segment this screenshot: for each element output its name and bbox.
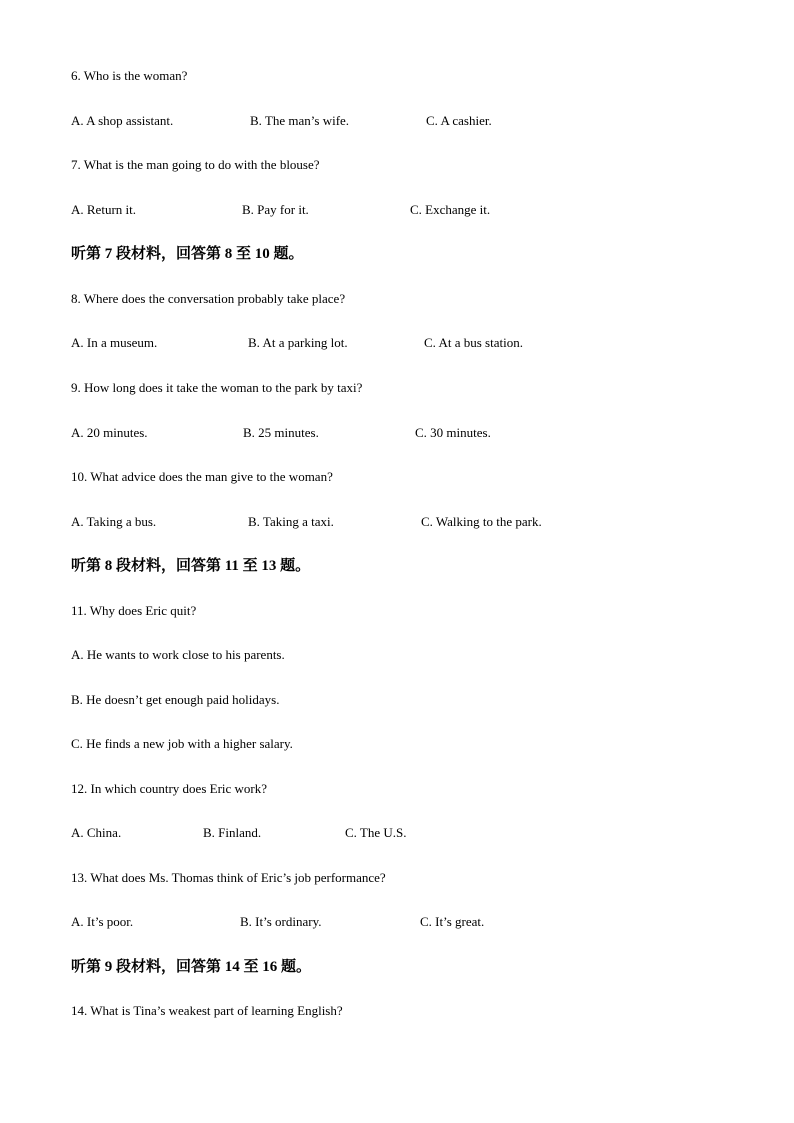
question-8: 8. Where does the conversation probably take place? [71, 291, 346, 306]
q8-option-c: C. At a bus station. [424, 335, 523, 350]
q12-option-c: C. The U.S. [345, 825, 407, 840]
q13-option-c: C. It’s great. [420, 914, 485, 929]
question-12: 12. In which country does Eric work? [71, 781, 268, 796]
q12-option-a: A. China. [71, 825, 122, 840]
q9-option-a: A. 20 minutes. [71, 425, 148, 440]
q6-option-c: C. A cashier. [426, 113, 492, 128]
question-13: 13. What does Ms. Thomas think of Eric’s job performance? [71, 870, 386, 885]
q6-option-a: A. A shop assistant. [71, 113, 174, 128]
question-14: 14. What is Tina’s weakest part of learning English? [71, 1003, 343, 1018]
question-7: 7. What is the man going to do with the blouse? [71, 157, 320, 172]
question-11: 11. Why does Eric quit? [71, 603, 197, 618]
q10-option-c: C. Walking to the park. [421, 514, 542, 529]
q13-option-a: A. It’s poor. [71, 914, 134, 929]
question-9: 9. How long does it take the woman to the park by taxi? [71, 380, 363, 395]
q7-option-b: B. Pay for it. [242, 202, 309, 217]
q10-option-b: B. Taking a taxi. [248, 514, 334, 529]
q7-option-a: A. Return it. [71, 202, 136, 217]
q6-option-b: B. The man’s wife. [250, 113, 350, 128]
section-heading-9: 听第 9 段材料，回答第 14 至 16 题。 [71, 959, 312, 975]
q8-option-b: B. At a parking lot. [248, 335, 348, 350]
q9-option-c: C. 30 minutes. [415, 425, 491, 440]
q10-option-a: A. Taking a bus. [71, 514, 157, 529]
question-6: 6. Who is the woman? [71, 68, 188, 83]
q11-option-a: A. He wants to work close to his parents. [71, 647, 285, 662]
q9-option-b: B. 25 minutes. [243, 425, 319, 440]
q7-option-c: C. Exchange it. [410, 202, 491, 217]
q12-option-b: B. Finland. [203, 825, 262, 840]
q11-option-c: C. He finds a new job with a higher salary. [71, 736, 293, 751]
q13-option-b: B. It’s ordinary. [240, 914, 322, 929]
q11-option-b: B. He doesn’t get enough paid holidays. [71, 692, 280, 707]
section-heading-8: 听第 8 段材料，回答第 11 至 13 题。 [71, 558, 311, 574]
q8-option-a: A. In a museum. [71, 335, 158, 350]
question-10: 10. What advice does the man give to the woman? [71, 469, 333, 484]
section-heading-7: 听第 7 段材料，回答第 8 至 10 题。 [71, 246, 304, 262]
